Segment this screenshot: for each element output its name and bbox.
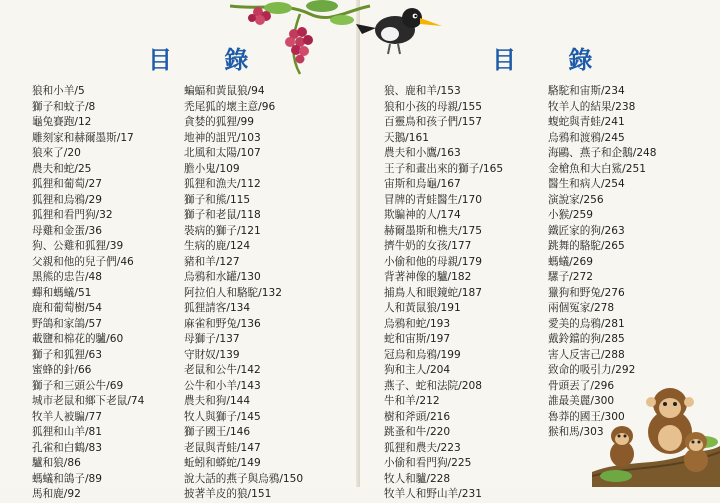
toc-entry: 海鷗、燕子和企鵝/248 bbox=[548, 147, 657, 159]
toc-entry: 牧羊人被騙/77 bbox=[32, 410, 103, 423]
toc-entry: 守財奴/139 bbox=[184, 348, 240, 361]
toc-entry: 赫爾墨斯和樵夫/175 bbox=[384, 224, 482, 237]
toc-entry: 牧人和驢/228 bbox=[384, 472, 451, 485]
toc-entry: 禿尾狐的壞主意/96 bbox=[184, 100, 276, 113]
toc-entry: 驢和狼/86 bbox=[32, 457, 81, 469]
toc-entry: 母獅子/137 bbox=[184, 333, 240, 345]
left-toc-column-1 bbox=[32, 84, 144, 503]
toc-entry: 害人反害己/288 bbox=[548, 348, 625, 361]
toc-entry: 蝙蝠和黃鼠狼/94 bbox=[184, 85, 265, 97]
toc-entry: 獅子國王/146 bbox=[184, 426, 251, 438]
left-toc-column-2 bbox=[184, 84, 303, 503]
toc-entry: 母雞和金蛋/36 bbox=[32, 224, 103, 237]
toc-entry: 跳蚤和牛/220 bbox=[384, 426, 451, 438]
toc-entry: 公牛和小羊/143 bbox=[184, 379, 261, 392]
toc-entry: 百靈鳥和孩子們/157 bbox=[384, 116, 482, 128]
toc-entry: 宙斯和烏龜/167 bbox=[384, 178, 461, 190]
toc-entry: 背著神像的驢/182 bbox=[384, 271, 472, 283]
bird-on-vine-illustration bbox=[230, 0, 470, 80]
toc-entry: 老鼠和公牛/142 bbox=[184, 364, 261, 376]
toc-entry: 獅子和熊/115 bbox=[184, 193, 251, 206]
toc-entry: 狐狸和農夫/223 bbox=[384, 441, 461, 454]
toc-entry: 鐵匠家的狗/263 bbox=[548, 224, 625, 237]
toc-entry: 狼來了/20 bbox=[32, 147, 81, 159]
left-page-title: 目 錄 bbox=[148, 45, 271, 74]
toc-entry: 豬和羊/127 bbox=[184, 255, 240, 268]
toc-entry: 蚯蚓和蟒蛇/149 bbox=[184, 457, 261, 469]
toc-entry: 樹和斧頭/216 bbox=[384, 410, 451, 423]
toc-entry: 醫生和病人/254 bbox=[548, 178, 625, 190]
toc-entry: 獅子和蚊子/8 bbox=[32, 100, 96, 113]
toc-entry: 小偷和看門狗/225 bbox=[384, 457, 472, 469]
monkey-left bbox=[610, 426, 634, 467]
toc-entry: 牛和羊/212 bbox=[384, 395, 440, 407]
toc-entry: 狐狸和山羊/81 bbox=[32, 426, 103, 438]
toc-entry: 獅子和老鼠/118 bbox=[184, 209, 261, 221]
toc-entry: 麻雀和野兔/136 bbox=[184, 317, 261, 330]
toc-entry: 農夫和小鷹/163 bbox=[384, 147, 461, 159]
toc-entry: 地神的詛咒/103 bbox=[184, 131, 261, 144]
toc-entry: 牧羊人和野山羊/231 bbox=[384, 488, 482, 500]
toc-entry: 城市老鼠和鄉下老鼠/74 bbox=[32, 395, 145, 407]
leaf bbox=[600, 470, 632, 482]
toc-entry: 冒牌的青蛙醫生/170 bbox=[384, 193, 482, 206]
toc-entry: 鹿和葡萄樹/54 bbox=[32, 302, 103, 314]
toc-entry: 狼和小孩的母親/155 bbox=[384, 100, 482, 113]
toc-entry: 演說家/256 bbox=[548, 193, 604, 206]
toc-entry: 小偷和他的母親/179 bbox=[384, 255, 482, 268]
toc-entry: 黑熊的忠告/48 bbox=[32, 271, 103, 283]
toc-entry: 獅子和狐狸/63 bbox=[32, 348, 103, 361]
toc-entry: 牧人與獅子/145 bbox=[184, 410, 261, 423]
toc-entry: 北風和太陽/107 bbox=[184, 147, 261, 159]
toc-entry: 天鵝/161 bbox=[384, 131, 429, 144]
right-toc-column-1 bbox=[384, 84, 503, 503]
toc-entry: 烏鴉和渡鴉/245 bbox=[548, 131, 625, 144]
toc-entry: 王子和畫出來的獅子/165 bbox=[384, 162, 504, 175]
toc-entry: 燕子、蛇和法院/208 bbox=[384, 379, 482, 392]
toc-entry: 狗、公雞和狐狸/39 bbox=[32, 240, 124, 252]
toc-entry: 馬和鹿/92 bbox=[32, 488, 81, 500]
toc-entry: 裝病的獅子/121 bbox=[184, 224, 261, 237]
toc-entry: 烏鴉和水罐/130 bbox=[184, 271, 261, 283]
toc-entry: 騾子/272 bbox=[548, 271, 593, 283]
toc-entry: 烏鴉和蛇/193 bbox=[384, 317, 451, 330]
toc-entry: 龜兔賽跑/12 bbox=[32, 116, 92, 128]
toc-entry: 蟬和螞蟻/51 bbox=[32, 286, 92, 299]
leaf bbox=[330, 15, 354, 25]
toc-entry: 冠烏和烏鴉/199 bbox=[384, 348, 461, 361]
leaf bbox=[306, 0, 338, 12]
toc-entry: 野鴿和家鴿/57 bbox=[32, 317, 103, 330]
toc-entry: 擠牛奶的女孩/177 bbox=[384, 240, 472, 252]
toc-entry: 愛美的烏鴉/281 bbox=[548, 317, 625, 330]
toc-entry: 兩個冤家/278 bbox=[548, 302, 615, 314]
toc-entry: 蛇和宙斯/197 bbox=[384, 333, 451, 345]
toc-entry: 生病的鹿/124 bbox=[184, 240, 251, 252]
toc-entry: 農夫和狗/144 bbox=[184, 395, 251, 407]
toc-entry: 貪婪的狐狸/99 bbox=[184, 116, 255, 128]
toc-entry: 小猴/259 bbox=[548, 209, 593, 221]
toc-entry: 猴和馬/303 bbox=[548, 426, 604, 438]
toc-entry: 螞蟻/269 bbox=[548, 255, 593, 268]
toc-entry: 雕刻家和赫爾墨斯/17 bbox=[32, 131, 134, 144]
toc-entry: 戴鈴鐺的狗/285 bbox=[548, 333, 625, 345]
toc-entry: 人和黃鼠狼/191 bbox=[384, 302, 461, 314]
toc-entry: 膽小鬼/109 bbox=[184, 162, 240, 175]
toc-entry: 骨頭丟了/296 bbox=[548, 379, 615, 392]
toc-entry: 阿拉伯人和駱駝/132 bbox=[184, 286, 282, 299]
toc-entry: 狐狸和葡萄/27 bbox=[32, 178, 103, 190]
toc-entry: 說大話的燕子與烏鴉/150 bbox=[184, 472, 304, 485]
toc-entry: 獵狗和野兔/276 bbox=[548, 286, 625, 299]
toc-entry: 父親和他的兒子們/46 bbox=[32, 255, 134, 268]
toc-entry: 捕鳥人和眼鏡蛇/187 bbox=[384, 286, 482, 299]
toc-entry: 狼和小羊/5 bbox=[32, 85, 85, 97]
toc-entry: 螞蟻和鴿子/89 bbox=[32, 472, 103, 485]
toc-entry: 致命的吸引力/292 bbox=[548, 364, 636, 376]
toc-entry: 狐狸和漁夫/112 bbox=[184, 178, 261, 190]
toc-entry: 欺騙神的人/174 bbox=[384, 209, 461, 221]
toc-entry: 狗和主人/204 bbox=[384, 364, 451, 376]
toc-entry: 老鼠與青蛙/147 bbox=[184, 441, 261, 454]
toc-entry: 狐狸請客/134 bbox=[184, 302, 251, 314]
toc-entry: 誰最美麗/300 bbox=[548, 395, 615, 407]
toc-entry: 孔雀和白鶴/83 bbox=[32, 441, 103, 454]
toc-entry: 蝮蛇與青蛙/241 bbox=[548, 116, 625, 128]
toc-entry: 載鹽和棉花的驢/60 bbox=[32, 333, 124, 345]
toc-entry: 獅子和三頭公牛/69 bbox=[32, 379, 124, 392]
toc-entry: 跳舞的駱駝/265 bbox=[548, 240, 625, 252]
toc-entry: 狐狸和烏鴉/29 bbox=[32, 193, 103, 206]
toc-entry: 魯莽的國王/300 bbox=[548, 410, 625, 423]
toc-entry: 披著羊皮的狼/151 bbox=[184, 488, 272, 500]
toc-entry: 金槍魚和大白鯊/251 bbox=[548, 162, 646, 175]
toc-entry: 駱駝和宙斯/234 bbox=[548, 85, 625, 97]
toc-entry: 農夫和蛇/25 bbox=[32, 162, 92, 175]
right-page-title: 目 錄 bbox=[492, 45, 615, 74]
bird-beak bbox=[420, 18, 442, 26]
magpie-bird bbox=[356, 8, 442, 54]
toc-entry: 狼、鹿和羊/153 bbox=[384, 85, 461, 97]
toc-entry: 狐狸和看門狗/32 bbox=[32, 209, 113, 221]
monkey-small bbox=[684, 432, 708, 472]
berry-cluster-hanging bbox=[285, 27, 313, 64]
toc-entry: 蜜蜂的針/66 bbox=[32, 364, 92, 376]
monkeys-on-branch-illustration bbox=[592, 380, 720, 487]
toc-entry: 牧羊人的結果/238 bbox=[548, 100, 636, 113]
